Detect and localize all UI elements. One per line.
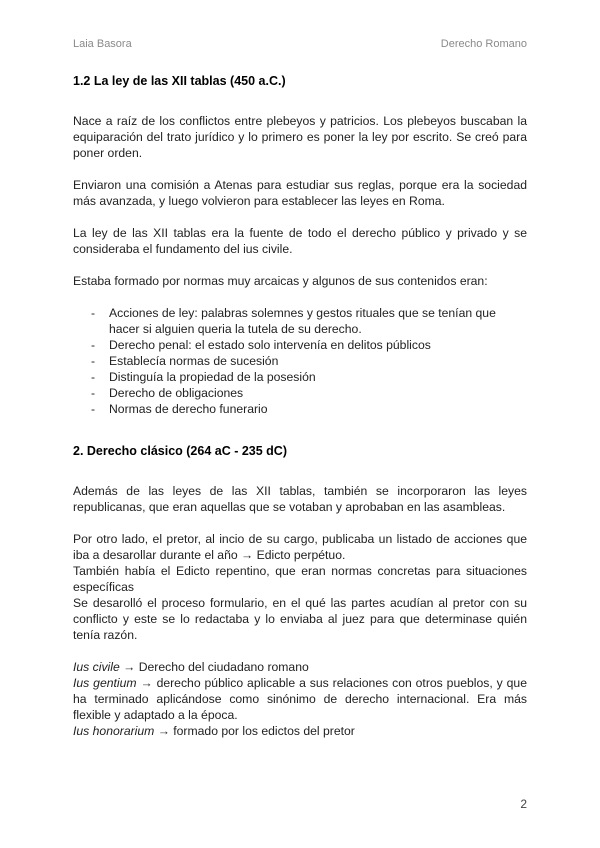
list-dash: - bbox=[91, 386, 96, 400]
definition-term: Ius gentium bbox=[73, 676, 137, 690]
list-item bbox=[73, 353, 527, 369]
list-dash: - bbox=[91, 338, 96, 352]
arrow-icon: → bbox=[140, 676, 153, 690]
paragraph: Además de las leyes de las XII tablas, también se incorporaron las leyes republicanas, que eran aquellas que se votaban y aprobaban en las asambleas. bbox=[73, 484, 527, 514]
contents-list bbox=[73, 305, 527, 417]
definition-text: derecho público aplicable a sus relaciones con otros pueblos, y que ha terminado aplicándose como sinónimo de derecho internacional. Era más flexible y adaptado a la época. bbox=[73, 676, 527, 722]
page-content bbox=[73, 73, 527, 739]
paragraph: También había el Edicto repentino, que eran normas concretas para situaciones específicas bbox=[73, 564, 527, 594]
header-author: Laia Basora bbox=[73, 38, 132, 50]
definition-term: Ius honorarium bbox=[73, 724, 155, 738]
paragraph: Por otro lado, el pretor, al incio de su cargo, publicaba un listado de acciones que iba a desarollar durante el año → Edicto perpétuo. bbox=[73, 532, 527, 562]
section-title: 1.2 La ley de las XII tablas (450 a.C.) bbox=[73, 74, 286, 88]
list-item bbox=[73, 401, 527, 417]
definition-text: formado por los edictos del pretor bbox=[173, 724, 355, 738]
definition bbox=[73, 723, 527, 739]
list-dash: - bbox=[91, 402, 96, 416]
paragraph: Se desarolló el proceso formulario, en el qué las partes acudían al pretor con su conflicto y este se lo redactaba y lo enviaba al juez para que determinase quién tenía razón. bbox=[73, 596, 527, 642]
list-item bbox=[73, 337, 527, 353]
paragraph: La ley de las XII tablas era la fuente de todo el derecho público y privado y se consideraba el fundamento del ius civile. bbox=[73, 226, 527, 256]
list-item-text: Establecía normas de sucesión bbox=[109, 354, 279, 368]
paragraph: Estaba formado por normas muy arcaicas y algunos de sus contenidos eran: bbox=[73, 274, 488, 288]
arrow-icon: → bbox=[123, 660, 136, 674]
definition bbox=[73, 659, 527, 675]
list-dash: - bbox=[91, 354, 96, 368]
list-item-text: Distinguía la propiedad de la posesión bbox=[109, 370, 316, 384]
list-item bbox=[73, 369, 527, 385]
list-dash: - bbox=[91, 306, 96, 320]
paragraph: Enviaron una comisión a Atenas para estudiar sus reglas, porque era la sociedad más avanzada, y luego volvieron para establecer las leyes en Roma. bbox=[73, 178, 527, 208]
list-item bbox=[73, 385, 527, 401]
arrow-icon: → bbox=[157, 724, 170, 738]
header-subject: Derecho Romano bbox=[440, 38, 527, 50]
definition-text: Derecho del ciudadano romano bbox=[138, 660, 309, 674]
list-item bbox=[73, 305, 527, 337]
list-item-text: Normas de derecho funerario bbox=[109, 402, 268, 416]
paragraph: Nace a raíz de los conflictos entre plebeyos y patricios. Los plebeyos buscaban la equiparación del trato jurídico y lo primero es poner la ley por escrito. Se creó para poner orden. bbox=[73, 114, 527, 160]
page-number: 2 bbox=[520, 797, 527, 811]
definition bbox=[73, 675, 527, 723]
list-dash: - bbox=[91, 370, 96, 384]
list-item-text: Acciones de ley: palabras solemnes y gestos rituales que se tenían que hacer si alguien queria la tutela de su derecho. bbox=[109, 306, 496, 336]
list-item-text: Derecho penal: el estado solo intervenía en delitos públicos bbox=[109, 338, 431, 352]
definitions-block bbox=[73, 659, 527, 739]
list-item-text: Derecho de obligaciones bbox=[109, 386, 244, 400]
section-title: 2. Derecho clásico (264 aC - 235 dC) bbox=[73, 444, 287, 458]
page-header bbox=[73, 38, 527, 52]
definition-term: Ius civile bbox=[73, 660, 120, 674]
